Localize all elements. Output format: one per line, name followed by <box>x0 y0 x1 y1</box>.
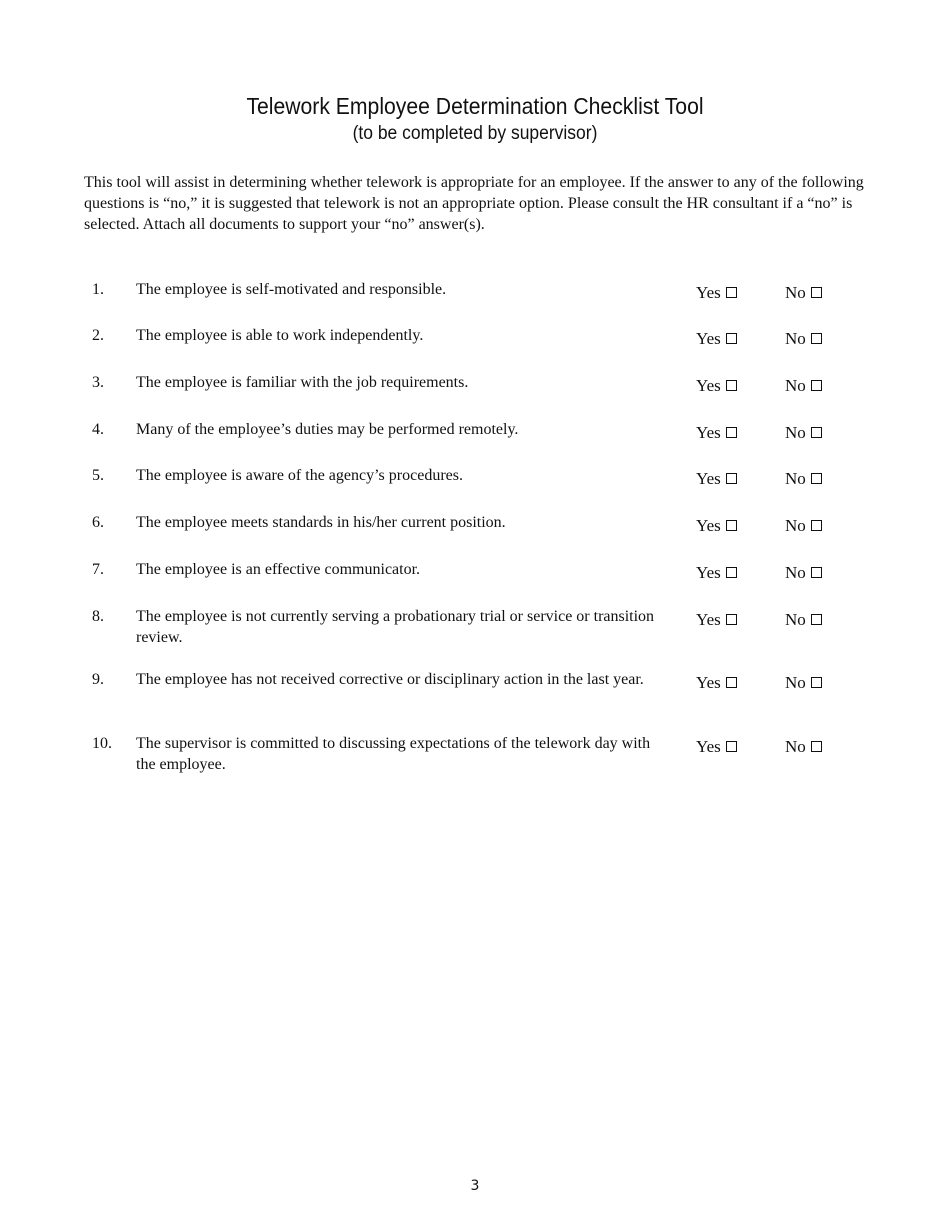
no-option[interactable] <box>785 736 822 757</box>
yes-option[interactable] <box>696 562 737 583</box>
no-option[interactable] <box>785 328 822 349</box>
item-text: The employee is an effective communicator. <box>136 561 421 578</box>
item-text: The employee meets standards in his/her current position. <box>136 514 506 531</box>
no-option[interactable] <box>785 375 822 396</box>
page-number: 3 <box>470 1178 480 1194</box>
item-text: The employee is self-motivated and responsible. <box>136 281 447 298</box>
item-number: 3. <box>92 374 104 391</box>
no-label: No <box>785 563 806 582</box>
no-option[interactable] <box>785 282 822 303</box>
no-label: No <box>785 610 806 629</box>
item-number: 1. <box>92 281 104 298</box>
no-option[interactable] <box>785 515 822 536</box>
no-label: No <box>785 516 806 535</box>
yes-option[interactable] <box>696 515 737 536</box>
no-checkbox[interactable] <box>811 520 822 531</box>
item-text: The employee is able to work independently. <box>136 327 424 344</box>
item-number: 4. <box>92 421 104 438</box>
no-label: No <box>785 423 806 442</box>
yes-checkbox[interactable] <box>726 567 737 578</box>
no-checkbox[interactable] <box>811 380 822 391</box>
yes-checkbox[interactable] <box>726 473 737 484</box>
item-number: 5. <box>92 467 104 484</box>
yes-label: Yes <box>696 516 721 535</box>
item-text: The employee has not received corrective or disciplinary action in the last year. <box>136 671 644 688</box>
no-label: No <box>785 376 806 395</box>
no-label: No <box>785 737 806 756</box>
item-number: 9. <box>92 671 104 688</box>
yes-checkbox[interactable] <box>726 677 737 688</box>
no-label: No <box>785 469 806 488</box>
yes-label: Yes <box>696 610 721 629</box>
yes-label: Yes <box>696 469 721 488</box>
no-checkbox[interactable] <box>811 614 822 625</box>
item-text: The employee is not currently serving a probationary trial or service or transition review. <box>136 608 655 646</box>
page-title: Telework Employee Determination Checklist Tool <box>246 93 704 119</box>
no-checkbox[interactable] <box>811 287 822 298</box>
intro-paragraph: This tool will assist in determining whether telework is appropriate for an employee. If the answer to any of the following questions is “no,” it is suggested that telework is not an appropriate option. Please consult the HR consultant if a “no” is selected. Attach all documents to support your “no” answer(s). <box>84 174 864 233</box>
yes-checkbox[interactable] <box>726 520 737 531</box>
item-text: The employee is familiar with the job requirements. <box>136 374 469 391</box>
yes-label: Yes <box>696 673 721 692</box>
yes-label: Yes <box>696 329 721 348</box>
yes-option[interactable] <box>696 672 737 693</box>
yes-label: Yes <box>696 423 721 442</box>
no-option[interactable] <box>785 422 822 443</box>
no-option[interactable] <box>785 562 822 583</box>
yes-checkbox[interactable] <box>726 333 737 344</box>
yes-label: Yes <box>696 563 721 582</box>
yes-checkbox[interactable] <box>726 614 737 625</box>
yes-option[interactable] <box>696 375 737 396</box>
no-checkbox[interactable] <box>811 677 822 688</box>
yes-checkbox[interactable] <box>726 741 737 752</box>
yes-option[interactable] <box>696 736 737 757</box>
item-text: The supervisor is committed to discussing expectations of the telework day with the employee. <box>136 735 651 773</box>
yes-checkbox[interactable] <box>726 427 737 438</box>
yes-option[interactable] <box>696 468 737 489</box>
no-option[interactable] <box>785 672 822 693</box>
no-label: No <box>785 673 806 692</box>
item-number: 2. <box>92 327 104 344</box>
yes-option[interactable] <box>696 282 737 303</box>
item-number: 10. <box>92 735 112 752</box>
no-label: No <box>785 283 806 302</box>
no-label: No <box>785 329 806 348</box>
yes-label: Yes <box>696 283 721 302</box>
no-option[interactable] <box>785 609 822 630</box>
no-checkbox[interactable] <box>811 333 822 344</box>
item-number: 6. <box>92 514 104 531</box>
yes-checkbox[interactable] <box>726 287 737 298</box>
item-number: 8. <box>92 608 104 625</box>
item-number: 7. <box>92 561 104 578</box>
yes-option[interactable] <box>696 422 737 443</box>
yes-option[interactable] <box>696 328 737 349</box>
no-checkbox[interactable] <box>811 427 822 438</box>
no-checkbox[interactable] <box>811 567 822 578</box>
item-text: Many of the employee’s duties may be performed remotely. <box>136 421 519 438</box>
no-checkbox[interactable] <box>811 741 822 752</box>
yes-label: Yes <box>696 737 721 756</box>
yes-checkbox[interactable] <box>726 380 737 391</box>
no-checkbox[interactable] <box>811 473 822 484</box>
yes-label: Yes <box>696 376 721 395</box>
item-text: The employee is aware of the agency’s procedures. <box>136 467 463 484</box>
yes-option[interactable] <box>696 609 737 630</box>
no-option[interactable] <box>785 468 822 489</box>
page-subtitle: (to be completed by supervisor) <box>352 123 598 144</box>
